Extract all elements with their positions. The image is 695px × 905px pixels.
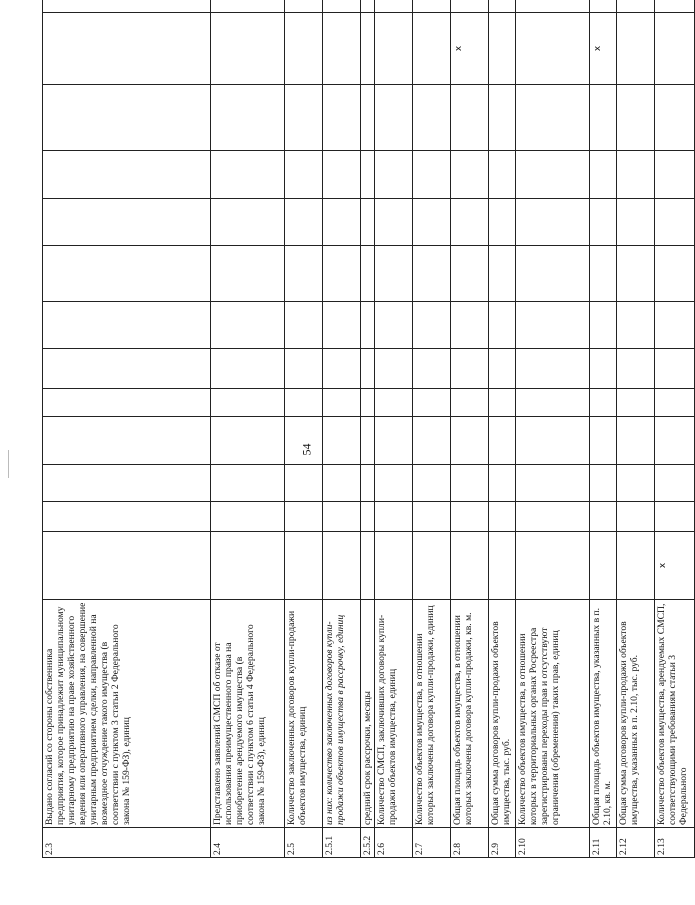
data-cell	[451, 199, 489, 246]
data-cell	[617, 302, 655, 349]
data-cell	[590, 151, 617, 199]
data-cell	[655, 13, 695, 85]
data-cell	[451, 302, 489, 349]
data-cell	[451, 389, 489, 417]
table-row	[43, 0, 211, 858]
data-cell	[375, 85, 413, 151]
data-cell	[323, 417, 361, 465]
data-cell	[323, 199, 361, 246]
data-cell	[43, 302, 211, 349]
row-number: 2.12	[617, 828, 655, 858]
row-number: 2.13	[655, 828, 695, 858]
row-description: Количество заключенных договоров купли-продажи объектов имущества, единиц	[285, 600, 323, 828]
data-cell	[516, 502, 590, 532]
data-cell	[655, 246, 695, 302]
data-cell	[285, 502, 323, 532]
data-cell	[361, 417, 375, 465]
data-cell	[361, 389, 375, 417]
row-description: Представлено заявлений СМСП об отказе от использования преимущественного права на приобретение арендуемого имущества (в соответствии с пунктом 6 статьи 4 Федерального закона № 159-ФЗ), единиц	[211, 600, 285, 828]
data-cell	[617, 199, 655, 246]
data-cell	[413, 13, 451, 85]
data-cell	[375, 246, 413, 302]
row-number: 2.5	[285, 828, 323, 858]
data-cell	[655, 0, 695, 13]
table-row	[323, 0, 361, 858]
row-description: Количество СМСП, заключивших договоры купли-продажи объектов имущества, единиц	[375, 600, 413, 828]
data-cell	[375, 502, 413, 532]
row-description: средний срок рассрочки, месяцы	[361, 600, 375, 828]
data-cell	[516, 85, 590, 151]
row-description: Общая сумма договоров купли-продажи объектов имущества, указанных в п. 2.10, тыс. руб.	[617, 600, 655, 828]
data-cell	[323, 246, 361, 302]
property-report-table	[42, 0, 695, 858]
data-cell	[489, 502, 516, 532]
data-cell	[413, 246, 451, 302]
table-row	[413, 0, 451, 858]
data-cell	[211, 302, 285, 349]
data-cell	[375, 13, 413, 85]
data-cell	[323, 389, 361, 417]
data-cell	[285, 199, 323, 246]
data-cell	[375, 349, 413, 389]
data-cell	[655, 151, 695, 199]
row-description: Общая сумма договоров купли-продажи объектов имущества, тыс. руб.	[489, 600, 516, 828]
data-cell	[655, 465, 695, 502]
data-cell	[617, 13, 655, 85]
data-cell	[413, 0, 451, 13]
not-applicable-mark: x	[593, 45, 604, 52]
data-cell	[655, 85, 695, 151]
data-cell	[516, 389, 590, 417]
data-cell	[361, 199, 375, 246]
data-cell	[451, 151, 489, 199]
data-cell	[617, 389, 655, 417]
row-number: 2.5.1	[323, 828, 361, 858]
data-cell	[211, 13, 285, 85]
data-cell	[617, 85, 655, 151]
table-row	[617, 0, 655, 858]
data-cell	[489, 302, 516, 349]
table-row	[516, 0, 590, 858]
data-cell	[413, 302, 451, 349]
data-cell	[655, 302, 695, 349]
data-cell	[413, 532, 451, 600]
table-row	[590, 0, 617, 858]
row-description: Количество объектов имущества, в отношении которых заключены договора купли-продажи, единиц	[413, 600, 451, 828]
data-cell	[375, 465, 413, 502]
data-cell	[617, 151, 655, 199]
data-cell	[285, 85, 323, 151]
data-cell	[590, 465, 617, 502]
row-description: Общая площадь объектов имущества, указанных в п. 2.10, кв. м.	[590, 600, 617, 828]
data-cell	[361, 302, 375, 349]
data-cell	[413, 349, 451, 389]
data-cell	[211, 199, 285, 246]
data-cell	[285, 13, 323, 85]
data-cell	[516, 302, 590, 349]
page-number: 54	[299, 443, 314, 456]
data-cell	[590, 0, 617, 13]
row-description: из них: количество заключенных договоров купли-продажи объектов имущества в рассрочку, единиц	[323, 600, 361, 828]
data-cell	[655, 502, 695, 532]
data-cell	[211, 246, 285, 302]
data-cell	[323, 151, 361, 199]
data-cell	[211, 532, 285, 600]
data-cell	[590, 85, 617, 151]
data-cell	[451, 85, 489, 151]
row-description: Количество объектов имущества, арендуемых СМСП, соответствующими требованиям статьи 3 Федерального	[655, 600, 695, 828]
data-cell	[655, 199, 695, 246]
data-cell	[285, 465, 323, 502]
row-number: 2.4	[211, 828, 285, 858]
data-cell	[617, 0, 655, 13]
data-cell	[590, 532, 617, 600]
data-cell	[655, 389, 695, 417]
data-cell	[285, 0, 323, 13]
data-cell	[285, 417, 323, 465]
data-cell	[413, 85, 451, 151]
data-cell	[516, 151, 590, 199]
data-cell	[617, 502, 655, 532]
table-body	[43, 0, 695, 858]
data-cell	[413, 389, 451, 417]
data-cell	[43, 532, 211, 600]
data-cell	[375, 151, 413, 199]
data-cell	[375, 199, 413, 246]
row-number: 2.8	[451, 828, 489, 858]
data-cell	[413, 199, 451, 246]
data-cell	[655, 417, 695, 465]
data-cell	[590, 13, 617, 85]
data-cell	[211, 389, 285, 417]
data-cell	[516, 349, 590, 389]
table-row	[489, 0, 516, 858]
data-cell	[516, 532, 590, 600]
data-cell	[323, 85, 361, 151]
data-cell	[211, 0, 285, 13]
data-cell	[43, 199, 211, 246]
data-cell	[489, 13, 516, 85]
data-cell	[451, 532, 489, 600]
data-cell	[361, 532, 375, 600]
data-cell	[323, 349, 361, 389]
data-cell	[451, 0, 489, 13]
data-cell	[516, 0, 590, 13]
data-cell	[361, 0, 375, 13]
data-cell	[323, 532, 361, 600]
data-cell	[413, 417, 451, 465]
data-cell	[413, 151, 451, 199]
data-cell	[413, 465, 451, 502]
data-cell	[323, 465, 361, 502]
data-cell	[375, 532, 413, 600]
data-cell	[617, 349, 655, 389]
data-cell	[451, 13, 489, 85]
data-cell	[516, 417, 590, 465]
data-cell	[211, 151, 285, 199]
data-cell	[617, 417, 655, 465]
data-cell	[617, 465, 655, 502]
data-cell	[489, 151, 516, 199]
data-cell	[43, 85, 211, 151]
row-number: 2.7	[413, 828, 451, 858]
row-description: Количество объектов имущества, в отношении которых в территориальных органах Росреестра зарегистрированы переходы прав и отсутствуют ограничения (обременения) таких прав, единиц	[516, 600, 590, 828]
data-cell	[375, 389, 413, 417]
data-cell	[285, 246, 323, 302]
data-cell	[361, 13, 375, 85]
data-cell	[323, 0, 361, 13]
data-cell	[285, 349, 323, 389]
table-row	[361, 0, 375, 858]
rotated-table-container	[42, 28, 690, 858]
data-cell	[375, 302, 413, 349]
data-cell	[43, 246, 211, 302]
data-cell	[43, 13, 211, 85]
data-cell	[211, 465, 285, 502]
table-row	[211, 0, 285, 858]
data-cell	[489, 465, 516, 502]
data-cell	[285, 389, 323, 417]
table-row	[375, 0, 413, 858]
data-cell	[489, 85, 516, 151]
data-cell	[590, 417, 617, 465]
data-cell	[655, 349, 695, 389]
data-cell	[655, 532, 695, 600]
data-cell	[590, 389, 617, 417]
data-cell	[361, 465, 375, 502]
data-cell	[323, 302, 361, 349]
data-cell	[285, 302, 323, 349]
row-description: Выдано согласий со стороны собственника предприятия, которое принадлежит муниципальному унитарному предприятию на праве хозяйственного ведения или оперативного управления, на совершение унитарным предприятием сделки, направленной на возмездное отчуждение такого имущества (в соответствии с пунктом 3 статьи 2 Федерального закона № 159-ФЗ), единиц	[43, 600, 211, 828]
row-number: 2.11	[590, 828, 617, 858]
data-cell	[43, 0, 211, 13]
data-cell	[43, 389, 211, 417]
data-cell	[451, 417, 489, 465]
data-cell	[211, 85, 285, 151]
data-cell	[617, 532, 655, 600]
table-row	[451, 0, 489, 858]
data-cell	[451, 246, 489, 302]
data-cell	[361, 349, 375, 389]
data-cell	[323, 13, 361, 85]
not-applicable-mark: x	[454, 45, 465, 52]
data-cell	[451, 502, 489, 532]
data-cell	[516, 246, 590, 302]
data-cell	[590, 302, 617, 349]
data-cell	[590, 502, 617, 532]
data-cell	[516, 13, 590, 85]
data-cell	[43, 151, 211, 199]
data-cell	[489, 349, 516, 389]
data-cell	[211, 502, 285, 532]
data-cell	[590, 246, 617, 302]
data-cell	[375, 0, 413, 13]
data-cell	[489, 246, 516, 302]
data-cell	[285, 151, 323, 199]
data-cell	[489, 0, 516, 13]
data-cell	[43, 502, 211, 532]
data-cell	[413, 502, 451, 532]
data-cell	[489, 199, 516, 246]
scan-artifact	[8, 450, 9, 478]
row-number: 2.6	[375, 828, 413, 858]
data-cell	[323, 502, 361, 532]
data-cell	[211, 349, 285, 389]
data-cell	[375, 417, 413, 465]
data-cell	[43, 465, 211, 502]
data-cell	[361, 151, 375, 199]
row-number: 2.5.2	[361, 828, 375, 858]
data-cell	[43, 417, 211, 465]
data-cell	[361, 502, 375, 532]
data-cell	[361, 85, 375, 151]
data-cell	[451, 465, 489, 502]
data-cell	[590, 199, 617, 246]
row-number: 2.10	[516, 828, 590, 858]
data-cell	[489, 389, 516, 417]
row-number: 2.3	[43, 828, 211, 858]
data-cell	[211, 417, 285, 465]
data-cell	[285, 532, 323, 600]
data-cell	[590, 349, 617, 389]
not-applicable-mark: x	[658, 562, 669, 569]
table-row	[285, 0, 323, 858]
data-cell	[516, 465, 590, 502]
data-cell	[516, 199, 590, 246]
data-cell	[617, 246, 655, 302]
table-row	[655, 0, 695, 858]
data-cell	[361, 246, 375, 302]
data-cell	[489, 532, 516, 600]
row-number: 2.9	[489, 828, 516, 858]
data-cell	[489, 417, 516, 465]
row-description: Общая площадь объектов имущества, в отношении которых заключены договора купли-продажи, кв. м.	[451, 600, 489, 828]
data-cell	[451, 349, 489, 389]
data-cell	[43, 349, 211, 389]
